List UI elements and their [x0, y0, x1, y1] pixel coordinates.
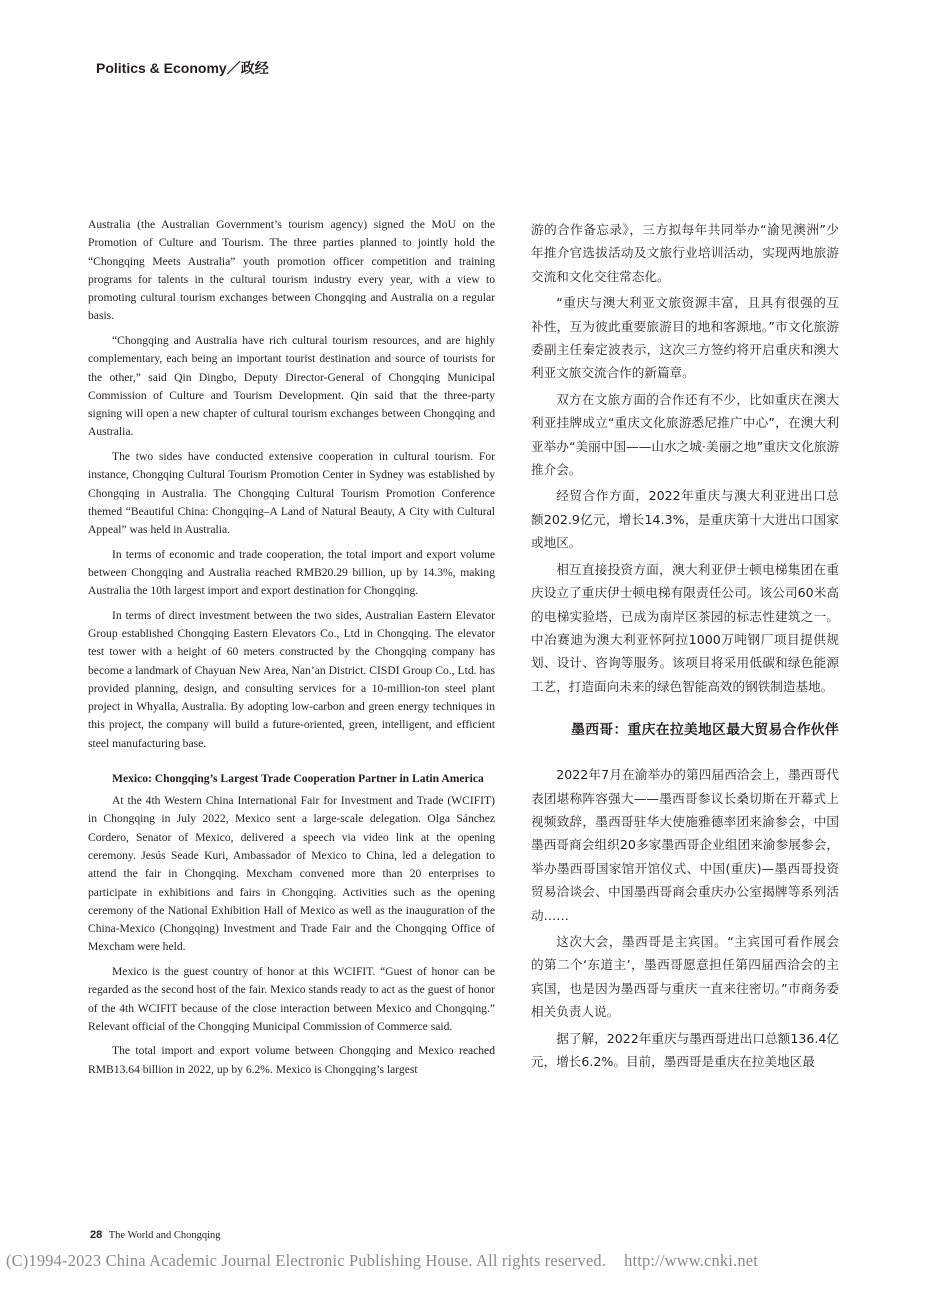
chinese-paragraph: 游的合作备忘录》，三方拟每年共同举办“渝见澳洲”少年推介官选拔活动及文旅行业培训活动，实现两地旅游交流和文化交往常态化。	[531, 222, 839, 284]
chinese-paragraph: 2022年7月在渝举办的第四届西洽会上，墨西哥代表团堪称阵容强大——墨西哥参议长桑切斯在开幕式上视频致辞，墨西哥驻华大使施雅德率团来渝参会，中国墨西哥商会组织20多家墨西哥企业组团来渝参展参会，举办墨西哥国家馆开馆仪式、中国(重庆)—墨西哥投资贸易洽谈会、中国墨西哥商会重庆办公室揭牌等系列活动……	[531, 767, 839, 923]
english-paragraph: Australia (the Australian Government’s tourism agency) signed the MoU on the Promotion of Culture and Tourism. The three parties planned to jointly hold the “Chongqing Meets Australia” youth promotion officer competition and training programs for talents in the cultural tourism industry every year, with a view to promoting cultural tourism exchanges between Chongqing and Australia on a regular basis.	[88, 218, 495, 323]
chinese-column	[531, 218, 839, 1076]
page-number: 28	[90, 1229, 103, 1241]
copyright-text: (C)1994-2023 China Academic Journal Electronic Publishing House. All rights reserved.	[6, 1251, 607, 1270]
english-paragraph: “Chongqing and Australia have rich cultural tourism resources, and are highly complementary, each being an important tourist destination and source of tourists for the other,” said Qin Dingbo, Deputy Director-General of Chongqing Municipal Commission of Culture and Tourism Development. Qin said that the three-party signing will open a new chapter of cultural tourism exchanges between Chongqing and Australia.	[88, 333, 495, 439]
english-paragraph: In terms of direct investment between the two sides, Australian Eastern Elevator Group established Chongqing Eastern Elevators Co., Ltd in Chongqing. The elevator test tower with a height of 60 meters constructed by the Chongqing company has become a landmark of Chayuan New Area, Nan’an District. CISDI Group Co., Ltd. has provided planning, design, and consulting services for a 10-million-ton steel plant project in Whyalla, Australia. By adopting low-carbon and green energy techniques in this project, the company will build a future-oriented, green, intelligent, and efficient steel manufacturing base.	[88, 608, 495, 750]
page-footer	[90, 1229, 221, 1241]
chinese-section-heading: 墨西哥：重庆在拉美地区最大贸易合作伙伴	[571, 722, 839, 739]
chinese-paragraph: “重庆与澳大利亚文旅资源丰富，且具有很强的互补性，互为彼此重要旅游目的地和客源地。”市文化旅游委副主任秦定波表示，这次三方签约将开启重庆和澳大利亚文旅交流合作的新篇章。	[531, 295, 839, 381]
cnki-link[interactable]: http://www.cnki.net	[624, 1251, 758, 1270]
chinese-paragraph: 经贸合作方面，2022年重庆与澳大利亚进出口总额202.9亿元，增长14.3%，是重庆第十大进出口国家或地区。	[531, 488, 839, 551]
english-column	[88, 216, 495, 1085]
chinese-paragraph: 双方在文旅方面的合作还有不少，比如重庆在澳大利亚挂牌成立“重庆文化旅游悉尼推广中心”，在澳大利亚举办“美丽中国——山水之城·美丽之地”重庆文化旅游推介会。	[531, 391, 839, 478]
magazine-name: The World and Chongqing	[108, 1230, 221, 1241]
english-paragraph: At the 4th Western China International Fair for Investment and Trade (WCIFIT) in Chongqing in July 2022, Mexico sent a large-scale delegation. Olga Sánchez Cordero, Senator of Mexico, delivered a speech via video link at the opening ceremony. Jesús Seade Kuri, Ambassador of Mexico to China, led a delegation to attend the fair in Chongqing. Mexcham convened more than 20 enterprises to participate in exhibitions and fairs in Chongqing. Activities such as the opening ceremony of the National Exhibition Hall of Mexico as well as the inauguration of the China-Mexico (Chongqing) Investment and Trade Fair and the Chongqing Office of Mexcham were held.	[88, 794, 495, 954]
section-header: Politics & Economy／政经	[96, 60, 269, 76]
english-paragraph: Mexico is the guest country of honor at this WCIFIT. “Guest of honor can be regarded as the second host of the fair. Mexico stands ready to act as the guest of honor of the 4th WCIFIT because of the close interaction between Mexico and Chongqing.” Relevant official of the Chongqing Municipal Commission of Commerce said.	[88, 964, 495, 1033]
english-paragraph: The two sides have conducted extensive cooperation in cultural tourism. For instance, Chongqing Cultural Tourism Promotion Center in Sydney was established by Chongqing in Australia. The Chongqing Cultural Tourism Promotion Conference themed “Beautiful China: Chongqing–A Land of Natural Beauty, A City with Cultural Appeal” was held in Australia.	[88, 449, 495, 537]
english-paragraph: The total import and export volume between Chongqing and Mexico reached RMB13.64 billion in 2022, up by 6.2%. Mexico is Chongqing’s largest	[88, 1044, 495, 1076]
copyright-notice	[6, 1251, 946, 1271]
chinese-paragraph: 这次大会，墨西哥是主宾国。“主宾国可看作展会的第二个‘东道主’，墨西哥愿意担任第四届西洽会的主宾国，也是因为墨西哥与重庆一直来往密切。”市商务委相关负责人说。	[531, 933, 839, 1020]
english-paragraph: In terms of economic and trade cooperation, the total import and export volume between Chongqing and Australia reached RMB20.29 billion, up by 14.3%, making Australia the 10th largest import and export destination for Chongqing.	[88, 547, 495, 598]
chinese-paragraph: 相互直接投资方面，澳大利亚伊士顿电梯集团在重庆设立了重庆伊士顿电梯有限责任公司。该公司60米高的电梯实验塔，已成为南岸区茶园的标志性建筑之一。中冶赛迪为澳大利亚怀阿拉1000万吨钢厂项目提供规划、设计、咨询等服务。该项目将采用低碳和绿色能源工艺，打造面向未来的绿色智能高效的钢铁制造基地。	[531, 561, 839, 694]
english-section-heading: Mexico: Chongqing’s Largest Trade Cooperation Partner in Latin America	[112, 772, 484, 786]
chinese-paragraph: 据了解，2022年重庆与墨西哥进出口总额136.4亿元，增长6.2%。目前，墨西哥是重庆在拉美地区最	[531, 1030, 839, 1069]
